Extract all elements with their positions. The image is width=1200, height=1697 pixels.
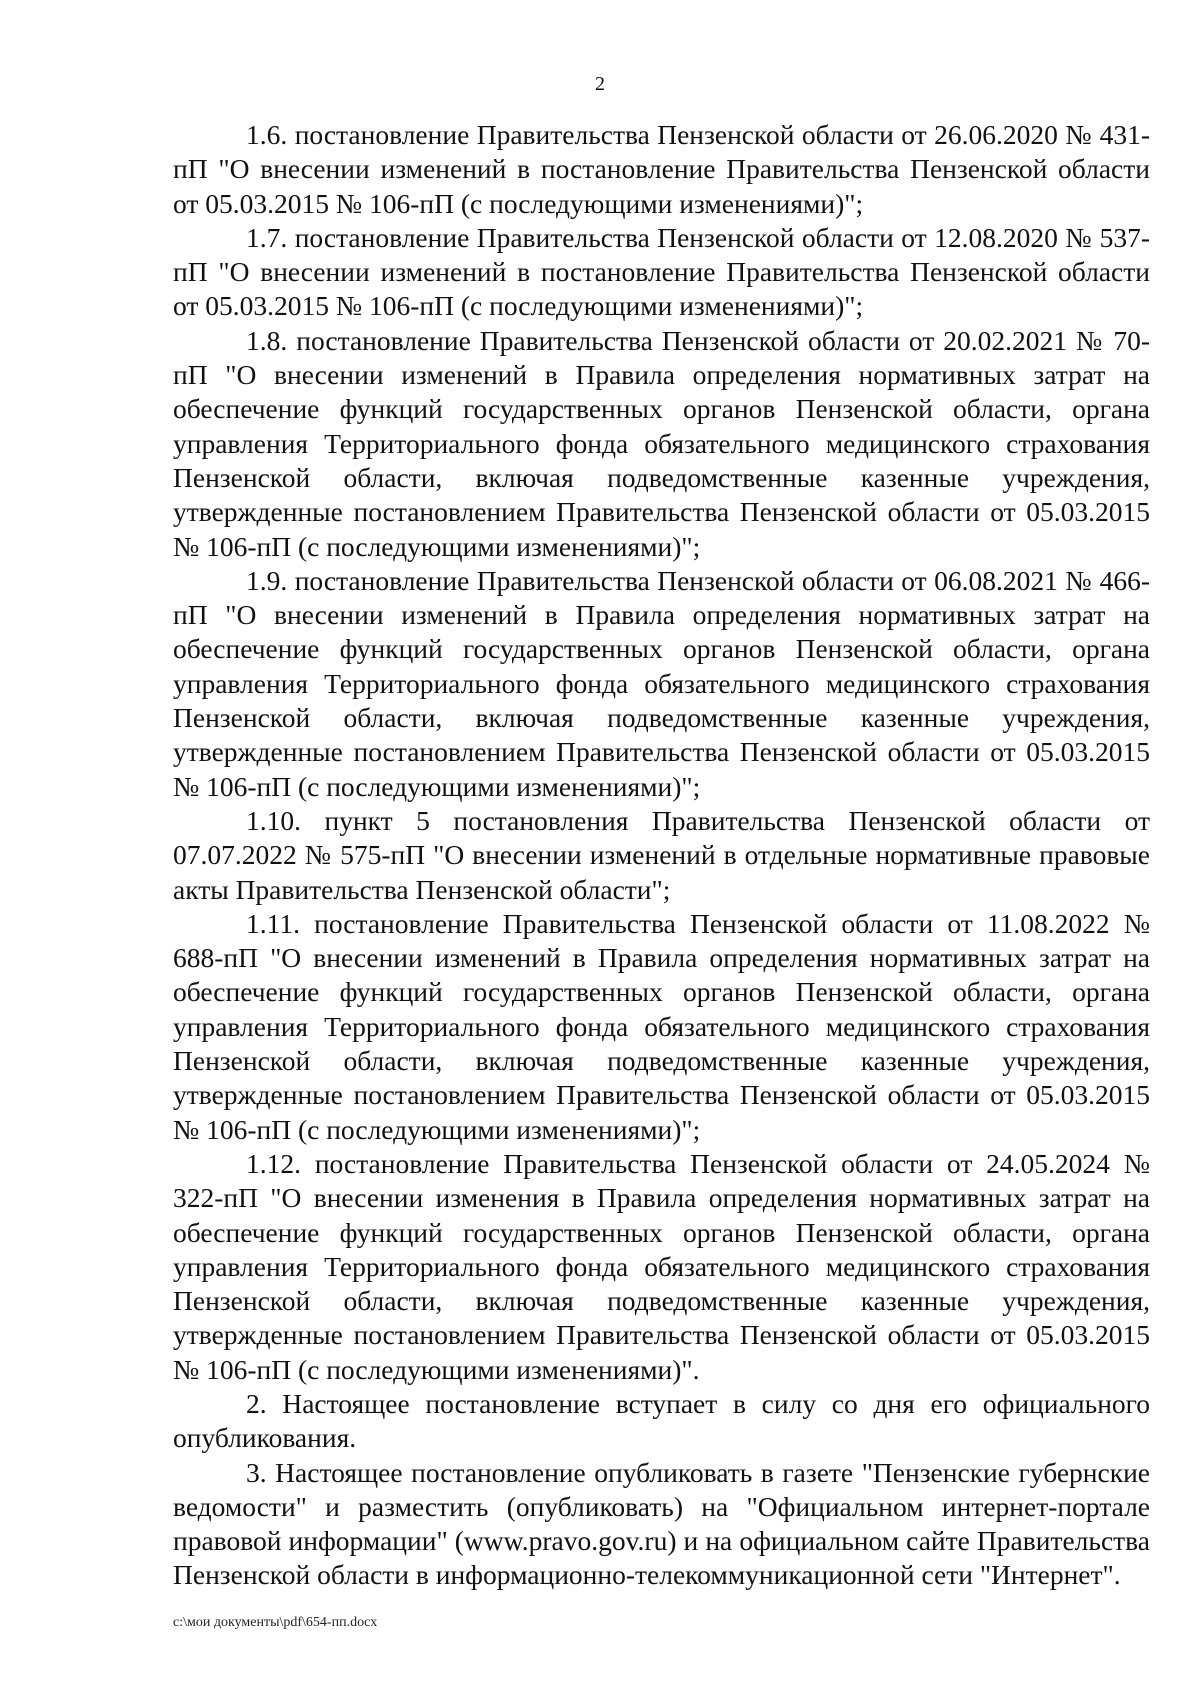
- paragraph-2: 2. Настоящее постановление вступает в силу со дня его официального опубликования.: [173, 1387, 1150, 1454]
- paragraph-3: 3. Настоящее постановление опубликовать в газете "Пензенские губернские ведомости" и разместить (опубликовать) на "Официальном интернет-портале правовой информации" (www.pravo.gov.ru) и на официальном сайте Правительства Пензенской области в информационно-телекоммуникационной сети "Интернет".: [173, 1456, 1150, 1591]
- file-path-footer: c:\мои документы\pdf\654-пп.docx: [173, 1615, 378, 1630]
- paragraph-1-10: 1.10. пункт 5 постановления Правительства Пензенской области от 07.07.2022 № 575-пП "О внесении изменений в отдельные нормативные правовые акты Правительства Пензенской области";: [173, 804, 1150, 905]
- paragraph-1-12: 1.12. постановление Правительства Пензенской области от 24.05.2024 № 322-пП "О внесении изменения в Правила определения нормативных затрат на обеспечение функций государственных органов Пензенской области, органа управления Территориального фонда обязательного медицинского страхования Пензенской области, включая подведомственные казенные учреждения, утвержденные постановлением Правительства Пензенской области от 05.03.2015 № 106-пП (с последующими изменениями)".: [173, 1147, 1150, 1385]
- document-body: [173, 118, 1150, 1593]
- paragraph-1-11: 1.11. постановление Правительства Пензенской области от 11.08.2022 № 688-пП "О внесении изменений в Правила определения нормативных затрат на обеспечение функций государственных органов Пензенской области, органа управления Территориального фонда обязательного медицинского страхования Пензенской области, включая подведомственные казенные учреждения, утвержденные постановлением Правительства Пензенской области от 05.03.2015 № 106-пП (с последующими изменениями)";: [173, 907, 1150, 1145]
- paragraph-1-6: 1.6. постановление Правительства Пензенской области от 26.06.2020 № 431-пП "О внесении изменений в постановление Правительства Пензенской области от 05.03.2015 № 106-пП (с последующими изменениями)";: [173, 119, 1150, 219]
- paragraph-1-8: 1.8. постановление Правительства Пензенской области от 20.02.2021 № 70-пП "О внесении изменений в Правила определения нормативных затрат на обеспечение функций государственных органов Пензенской области, органа управления Территориального фонда обязательного медицинского страхования Пензенской области, включая подведомственные казенные учреждения, утвержденные постановлением Правительства Пензенской области от 05.03.2015 № 106-пП (с последующими изменениями)";: [173, 324, 1150, 562]
- paragraph-1-7: 1.7. постановление Правительства Пензенской области от 12.08.2020 № 537-пП "О внесении изменений в постановление Правительства Пензенской области от 05.03.2015 № 106-пП (с последующими изменениями)";: [173, 221, 1150, 322]
- paragraph-1-9: 1.9. постановление Правительства Пензенской области от 06.08.2021 № 466-пП "О внесении изменений в Правила определения нормативных затрат на обеспечение функций государственных органов Пензенской области, органа управления Территориального фонда обязательного медицинского страхования Пензенской области, включая подведомственные казенные учреждения, утвержденные постановлением Правительства Пензенской области от 05.03.2015 № 106-пП (с последующими изменениями)";: [173, 564, 1150, 802]
- page-number: 2: [595, 73, 605, 95]
